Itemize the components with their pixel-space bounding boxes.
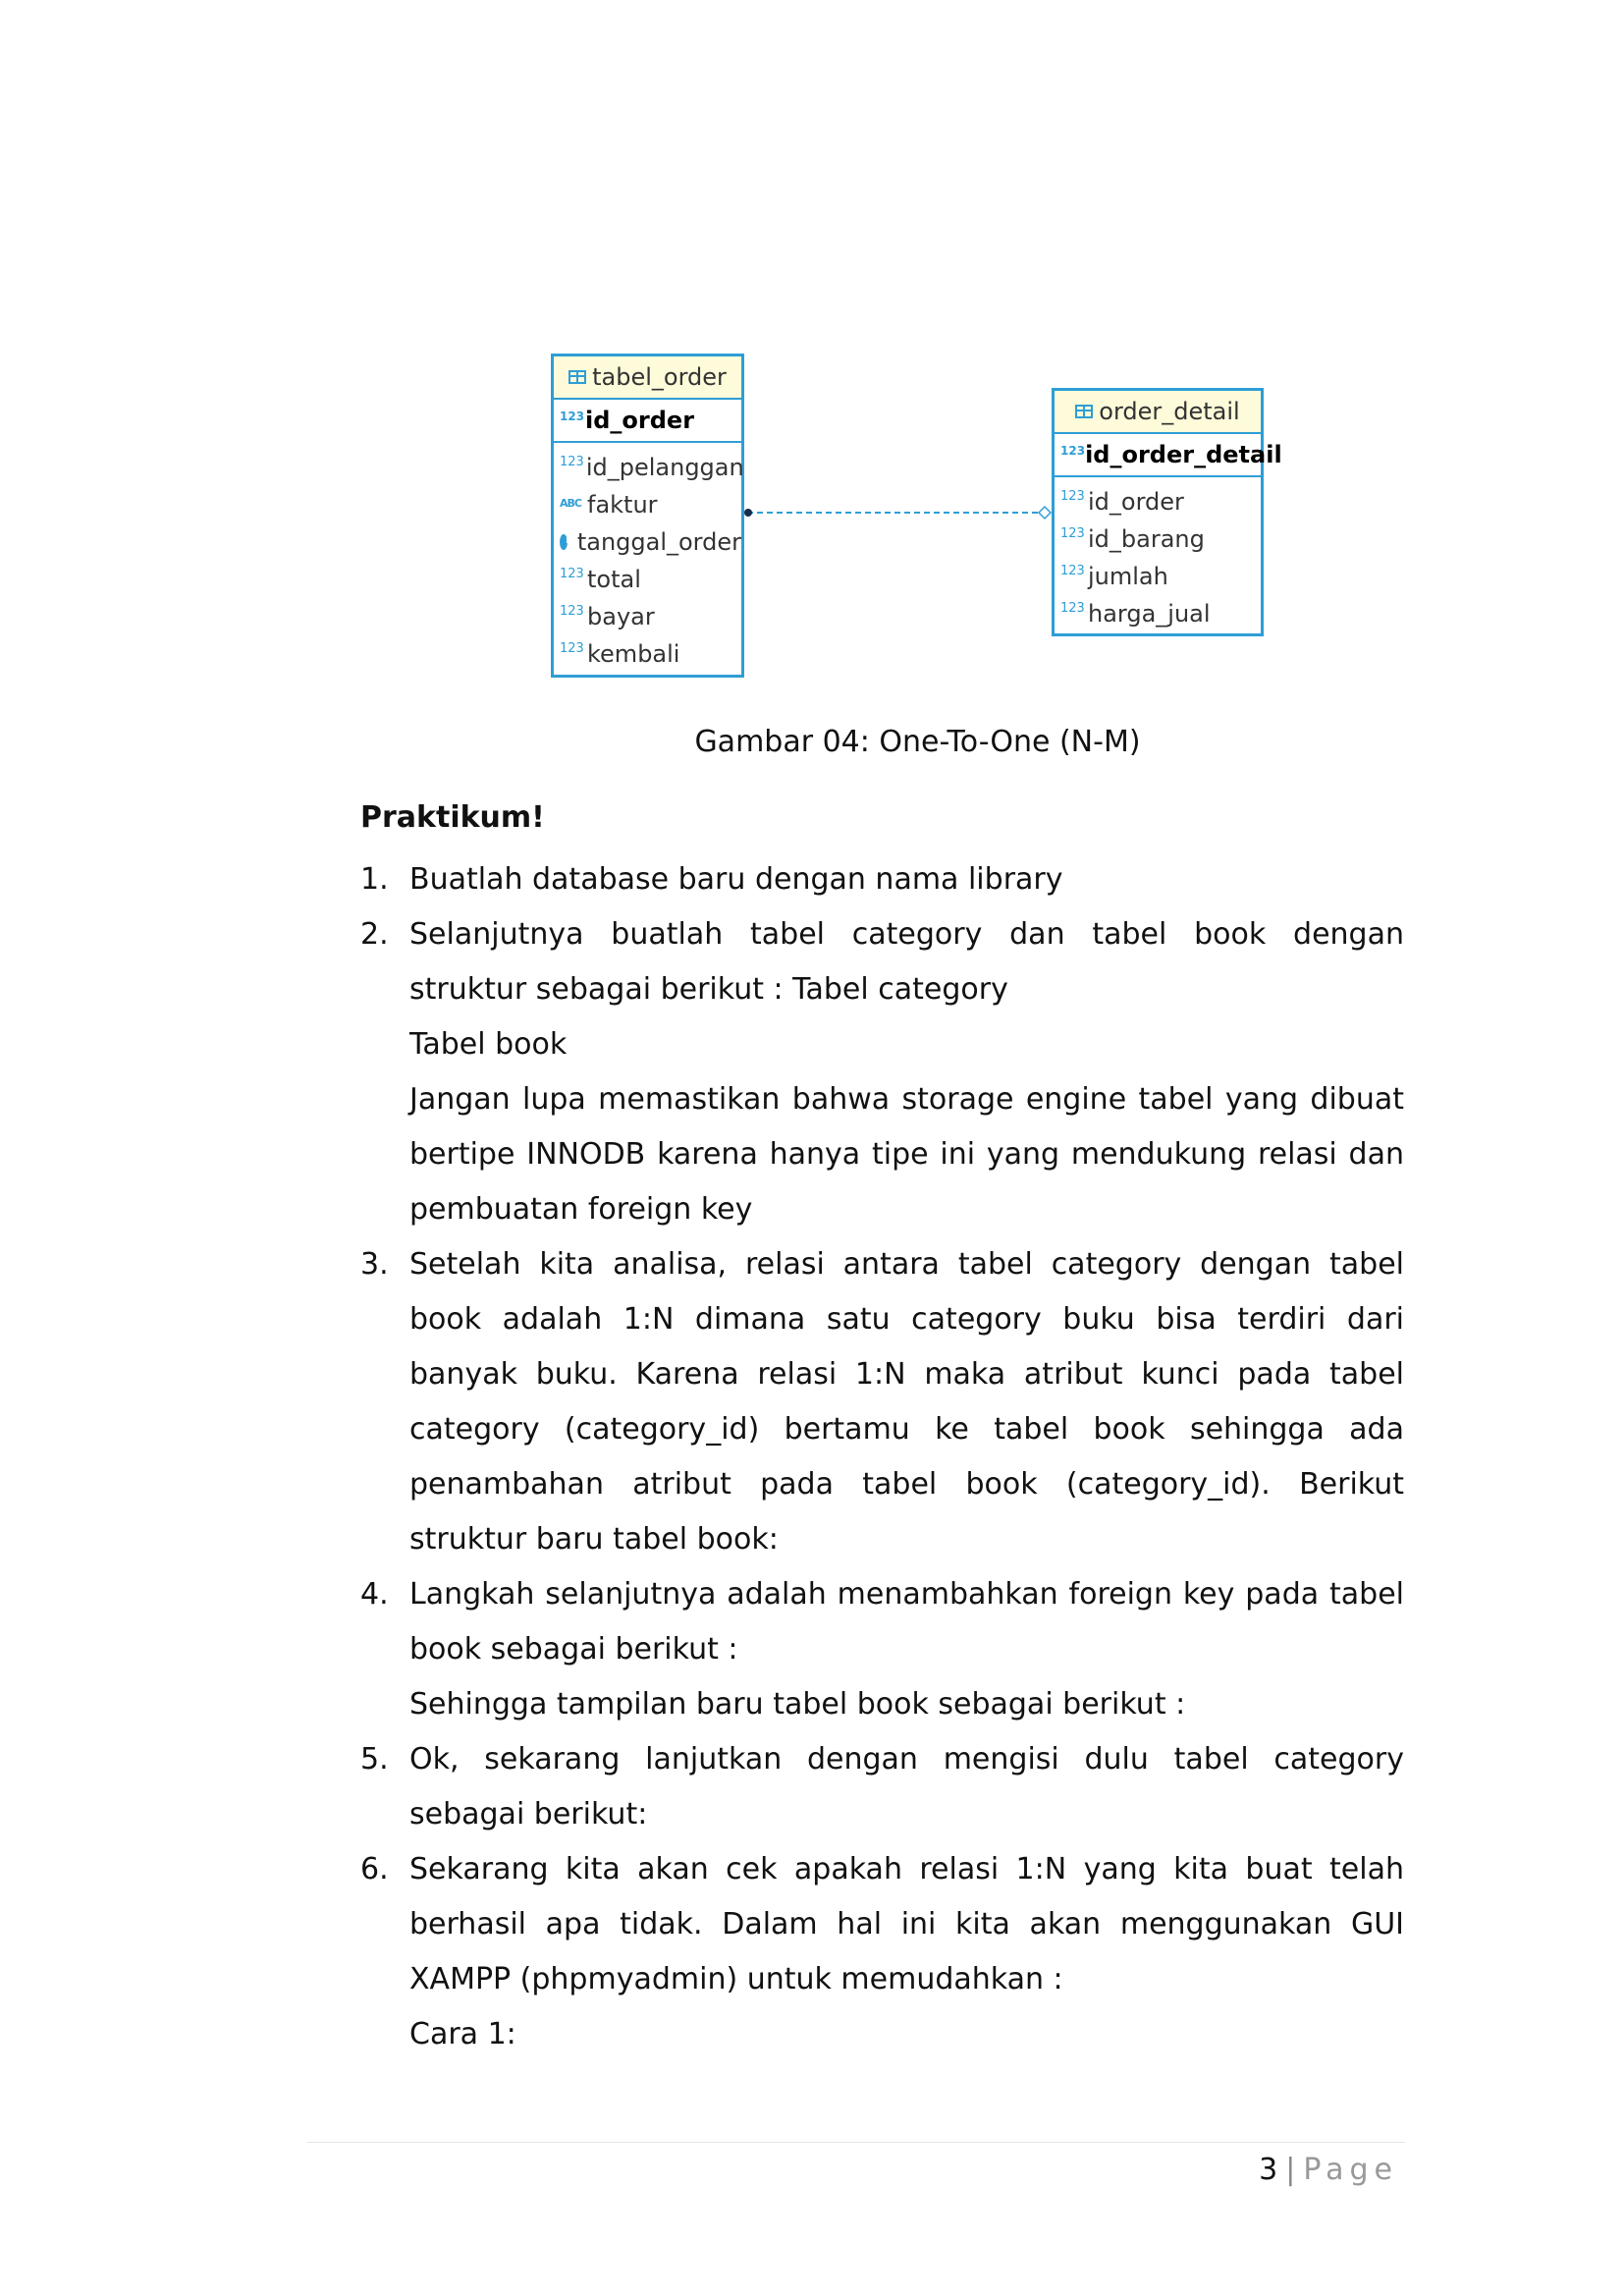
- number-type-icon: 123: [1060, 525, 1085, 541]
- list-paragraph: Langkah selanjutnya adalah menambahkan foreign key pada tabel book sebagai berikut :: [409, 1577, 1404, 1667]
- number-type-icon: 123: [1060, 600, 1085, 616]
- page-number: 3: [1259, 2153, 1278, 2187]
- list-number: 1.: [360, 862, 389, 897]
- section-heading: Praktikum!: [360, 800, 545, 835]
- list-paragraph: Ok, sekarang lanjutkan dengan mengisi dulu tabel category sebagai berikut:: [409, 1742, 1404, 1831]
- list-paragraph: Sekarang kita akan cek apakah relasi 1:N yang kita buat telah berhasil apa tidak. Dalam hal ini kita akan menggunakan GUI XAMPP (phpmyadmin) untuk memudahkan :: [409, 1852, 1404, 1996]
- text-type-icon: ABC: [560, 496, 581, 510]
- key-icon: 123: [560, 410, 585, 423]
- erd-column-name: kembali: [587, 640, 680, 668]
- erd-column-name: bayar: [587, 603, 655, 630]
- number-type-icon: 123: [560, 603, 584, 619]
- key-icon: 123: [1060, 444, 1086, 458]
- relation-line: [0, 0, 1624, 786]
- erd-column-name: harga_jual: [1088, 600, 1211, 628]
- list-paragraph: Tabel book: [409, 1027, 568, 1062]
- number-type-icon: 123: [1060, 563, 1085, 578]
- footer-separator: |: [1285, 2153, 1296, 2187]
- relation-end-diamond: [1039, 507, 1051, 519]
- erd-column-name: id_order: [1088, 488, 1184, 516]
- erd-table-name: tabel_order: [592, 363, 727, 391]
- erd-column-name: jumlah: [1088, 563, 1168, 590]
- figure-caption: Gambar 04: One-To-One (N-M): [694, 725, 1141, 759]
- list-paragraph: Setelah kita analisa, relasi antara tabel category dengan tabel book adalah 1:N dimana satu category buku bisa terdiri dari banyak buku. Karena relasi 1:N maka atribut kunci pada tabel category (category_id) bertamu ke tabel book sehingga ada penambahan atribut pada tabel book (category_id). Berikut struktur baru tabel book:: [409, 1247, 1404, 1557]
- relation-end-filled: [744, 509, 752, 517]
- number-type-icon: 123: [560, 454, 584, 469]
- list-paragraph: Cara 1:: [409, 2017, 516, 2051]
- list-paragraph: Jangan lupa memastikan bahwa storage engine tabel yang dibuat bertipe INNODB karena hanya tipe ini yang mendukung relasi dan pembuatan foreign key: [409, 1082, 1404, 1227]
- page-word: Page: [1303, 2153, 1398, 2187]
- list-item: [360, 1237, 1404, 1567]
- list-paragraph: Sehingga tampilan baru tabel book sebagai berikut :: [409, 1687, 1186, 1722]
- page-footer: [1259, 2143, 1398, 2198]
- list-number: 4.: [360, 1577, 389, 1612]
- erd-column-name: total: [587, 566, 641, 593]
- erd-column-name: faktur: [587, 491, 658, 519]
- erd-table-name: order_detail: [1099, 398, 1240, 425]
- list-number: 3.: [360, 1247, 389, 1282]
- list-item: [360, 1842, 1404, 2062]
- practicum-steps: [360, 852, 1404, 2062]
- number-type-icon: 123: [1060, 488, 1085, 504]
- list-number: 5.: [360, 1742, 389, 1777]
- list-paragraph: Selanjutnya buatlah tabel category dan tabel book dengan struktur sebagai berikut : Tabel category: [409, 917, 1404, 1007]
- number-type-icon: 123: [560, 640, 584, 656]
- number-type-icon: 123: [560, 566, 584, 581]
- erd-column-name: tanggal_order: [576, 528, 741, 556]
- list-paragraph: Buatlah database baru dengan nama library: [409, 862, 1063, 897]
- erd-primary-key: 123 id_order_detail: [1055, 434, 1261, 477]
- list-number: 2.: [360, 917, 389, 952]
- list-item: [360, 852, 1404, 907]
- footer-divider: [307, 2142, 1405, 2143]
- list-number: 6.: [360, 1852, 389, 1886]
- list-item: [360, 1567, 1404, 1732]
- erd-column-name: id_pelanggan: [585, 454, 744, 481]
- list-item: [360, 907, 1404, 1237]
- list-item: [360, 1732, 1404, 1842]
- erd-primary-key: 123 id_order: [554, 400, 741, 443]
- erd-column-name: id_barang: [1088, 525, 1205, 553]
